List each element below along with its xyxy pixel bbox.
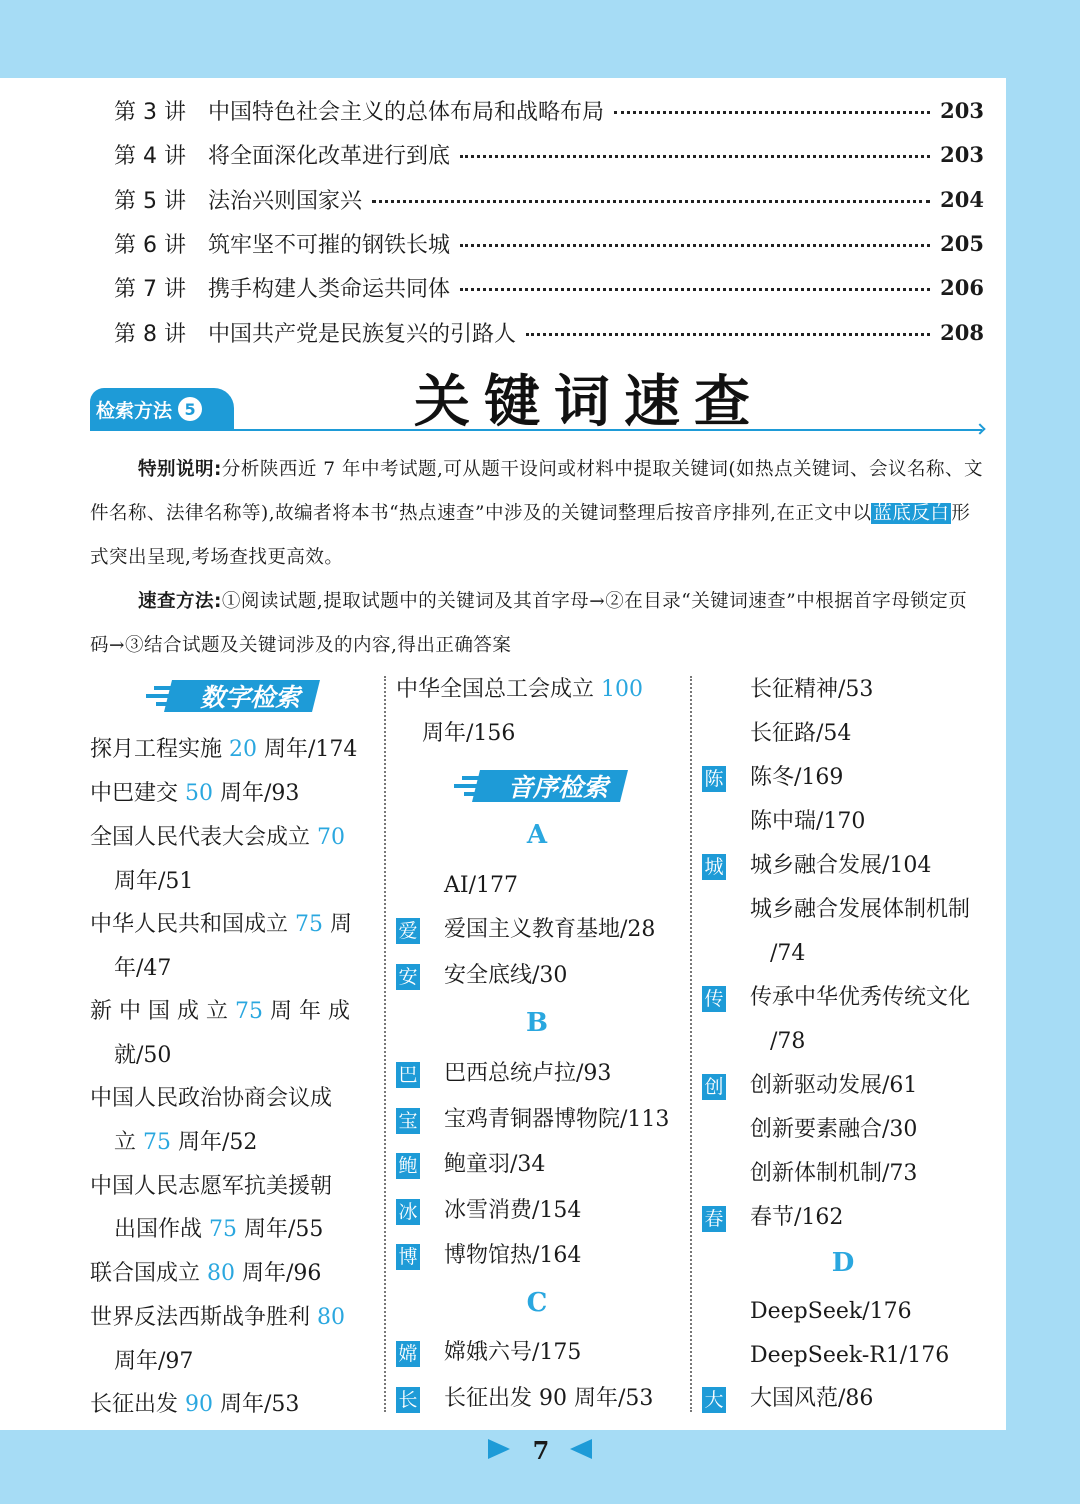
list-item: 周年/51 bbox=[114, 869, 194, 894]
letter-heading-a: A bbox=[526, 820, 548, 850]
initial-badge: 创 bbox=[702, 1074, 726, 1100]
phonetic-index-badge bbox=[454, 766, 634, 806]
highlight-example: 蓝底反白 bbox=[873, 503, 950, 524]
list-item: 长征路/54 bbox=[750, 721, 852, 746]
special-note-text-2: 形式突出呈现,考场查找更高效。 bbox=[90, 503, 971, 568]
toc-row bbox=[114, 182, 984, 216]
toc-row bbox=[114, 93, 984, 127]
list-item: 巴西总统卢拉/93 bbox=[444, 1061, 612, 1086]
list-item: 博物馆热/164 bbox=[444, 1243, 582, 1268]
toc-chapter-title: 法治兴则国家兴 bbox=[208, 188, 363, 214]
lookup-method-lead: 速查方法: bbox=[138, 591, 222, 612]
toc-row bbox=[114, 315, 984, 349]
initial-badge: 嫦 bbox=[396, 1341, 420, 1367]
initial-badge: 春 bbox=[702, 1206, 726, 1232]
list-item: DeepSeek/176 bbox=[750, 1299, 912, 1324]
toc-row bbox=[114, 137, 984, 171]
initial-badge: 安 bbox=[396, 964, 420, 990]
list-item: 长征出发 90 周年/53 bbox=[90, 1392, 300, 1417]
list-item: 周年/97 bbox=[114, 1349, 194, 1374]
list-item: 中华人民共和国成立 75 周 bbox=[90, 912, 352, 937]
letter-heading-d: D bbox=[831, 1248, 855, 1278]
list-item: 中国人民政治协商会议成 bbox=[90, 1086, 333, 1111]
section-title: 关键词速查 bbox=[414, 370, 764, 435]
method-label: 检索方法 bbox=[96, 399, 173, 422]
page-footer bbox=[0, 1432, 1080, 1472]
special-note bbox=[90, 448, 985, 580]
toc-leader-dots bbox=[526, 333, 930, 336]
toc-leader-dots bbox=[460, 155, 930, 158]
list-item: 长征出发 90 周年/53 bbox=[444, 1386, 654, 1411]
alphabetic-index-column-2 bbox=[702, 672, 984, 1412]
toc-leader-dots bbox=[372, 200, 930, 203]
page-number: 7 bbox=[532, 1436, 550, 1465]
list-item: 中华全国总工会成立 100 bbox=[396, 677, 643, 702]
method-tab bbox=[90, 388, 234, 430]
list-item: 世界反法西斯战争胜利 80 bbox=[90, 1305, 345, 1330]
initial-badge: 冰 bbox=[396, 1199, 420, 1225]
toc-leader-dots bbox=[460, 244, 930, 247]
toc-chapter-number: 第 8 讲 bbox=[114, 321, 186, 347]
toc-chapter-number: 第 5 讲 bbox=[114, 188, 186, 214]
initial-badge: 宝 bbox=[396, 1108, 420, 1134]
letter-heading-c: C bbox=[526, 1288, 548, 1318]
toc-row bbox=[114, 226, 984, 260]
list-item: 城乡融合发展/104 bbox=[750, 853, 932, 878]
list-item: 大国风范/86 bbox=[750, 1386, 874, 1411]
list-item: 中国人民志愿军抗美援朝 bbox=[90, 1174, 333, 1199]
letter-heading-b: B bbox=[526, 1008, 548, 1038]
list-item: 出国作战 75 周年/55 bbox=[114, 1217, 324, 1242]
initial-badge: 巴 bbox=[396, 1062, 420, 1088]
numeric-index-label: 数字检索 bbox=[199, 683, 300, 712]
list-item: 就/50 bbox=[114, 1043, 172, 1068]
list-item: 宝鸡青铜器博物院/113 bbox=[444, 1107, 670, 1132]
list-item: 城乡融合发展体制机制 bbox=[750, 897, 971, 922]
numeric-index-badge bbox=[146, 676, 326, 716]
list-item: 安全底线/30 bbox=[444, 963, 568, 988]
toc-chapter-title: 携手构建人类命运共同体 bbox=[208, 276, 451, 302]
initial-badge: 陈 bbox=[702, 766, 726, 792]
list-item: /74 bbox=[770, 941, 806, 966]
list-item: 创新体制机制/73 bbox=[750, 1161, 918, 1186]
toc-page-number: 203 bbox=[940, 141, 984, 167]
list-item: 陈中瑞/170 bbox=[750, 809, 866, 834]
toc-page-number: 203 bbox=[940, 97, 984, 123]
alphabetic-index-column-1 bbox=[396, 672, 678, 1412]
list-item: 爱国主义教育基地/28 bbox=[444, 917, 656, 942]
list-item: 长征精神/53 bbox=[750, 677, 874, 702]
toc-chapter-number: 第 3 讲 bbox=[114, 99, 186, 125]
toc-leader-dots bbox=[460, 288, 930, 291]
toc-page-number: 204 bbox=[940, 186, 984, 212]
numeric-index-column bbox=[90, 672, 372, 1417]
initial-badge: 长 bbox=[396, 1387, 420, 1413]
toc-chapter-title: 中国共产党是民族复兴的引路人 bbox=[208, 321, 517, 347]
lookup-method bbox=[90, 580, 985, 668]
toc-chapter-number: 第 7 讲 bbox=[114, 276, 186, 302]
initial-badge: 鲍 bbox=[396, 1153, 420, 1179]
toc-chapter-title: 中国特色社会主义的总体布局和战略布局 bbox=[208, 99, 605, 125]
toc-chapter-title: 筑牢坚不可摧的钢铁长城 bbox=[208, 232, 451, 258]
method-number-badge: 5 bbox=[178, 397, 202, 421]
list-item: 春节/162 bbox=[750, 1205, 844, 1230]
list-item: DeepSeek-R1/176 bbox=[750, 1343, 950, 1368]
initial-badge: 爱 bbox=[396, 918, 420, 944]
arrow-left-icon bbox=[570, 1439, 592, 1459]
toc-chapter-number: 第 4 讲 bbox=[114, 143, 186, 169]
special-note-lead: 特别说明: bbox=[138, 459, 222, 480]
list-item: 探月工程实施 20 周年/174 bbox=[90, 737, 358, 762]
toc-row bbox=[114, 270, 984, 304]
phonetic-index-label: 音序检索 bbox=[507, 773, 608, 802]
list-item: 创新驱动发展/61 bbox=[750, 1073, 918, 1098]
list-item: 新 中 国 成 立 75 周 年 成 bbox=[90, 999, 350, 1024]
initial-badge: 大 bbox=[702, 1387, 726, 1413]
list-item: 立 75 周年/52 bbox=[114, 1130, 258, 1155]
initial-badge: 城 bbox=[702, 854, 726, 880]
list-item: 全国人民代表大会成立 70 bbox=[90, 825, 345, 850]
list-item: 年/47 bbox=[114, 956, 172, 981]
toc-chapter-title: 将全面深化改革进行到底 bbox=[208, 143, 451, 169]
list-item: 嫦娥六号/175 bbox=[444, 1340, 582, 1365]
list-item: 联合国成立 80 周年/96 bbox=[90, 1261, 322, 1286]
column-divider-2 bbox=[690, 676, 692, 1412]
list-item: 中巴建交 50 周年/93 bbox=[90, 781, 300, 806]
toc-page-number: 206 bbox=[940, 274, 984, 300]
special-note-text-1: 分析陕西近 7 年中考试题,可从题干设问或材料中提取关键词(如热点关键词、会议名称、文件名称、法律名称等),故编者将本书“热点速查”中涉及的关键词整理后按音序排列,在正文中以 bbox=[90, 459, 984, 524]
initial-badge: 博 bbox=[396, 1244, 420, 1270]
arrow-right-icon bbox=[488, 1439, 510, 1459]
list-item: AI/177 bbox=[444, 873, 518, 898]
list-item: 传承中华优秀传统文化 bbox=[750, 985, 971, 1010]
toc-page-number: 208 bbox=[940, 319, 984, 345]
toc-chapter-number: 第 6 讲 bbox=[114, 232, 186, 258]
initial-badge: 传 bbox=[702, 986, 726, 1012]
toc-page-number: 205 bbox=[940, 230, 984, 256]
list-item: 陈冬/169 bbox=[750, 765, 844, 790]
list-item: 鲍童羽/34 bbox=[444, 1152, 546, 1177]
list-item: 周年/156 bbox=[422, 721, 516, 746]
list-item: 冰雪消费/154 bbox=[444, 1198, 582, 1223]
toc-leader-dots bbox=[614, 111, 930, 114]
lookup-method-text: ①阅读试题,提取试题中的关键词及其首字母→②在目录“关键词速查”中根据首字母锁定页码→③结合试题及关键词涉及的内容,得出正确答案 bbox=[90, 591, 968, 656]
list-item: /78 bbox=[770, 1029, 806, 1054]
list-item: 创新要素融合/30 bbox=[750, 1117, 918, 1142]
column-divider-1 bbox=[384, 676, 386, 1412]
